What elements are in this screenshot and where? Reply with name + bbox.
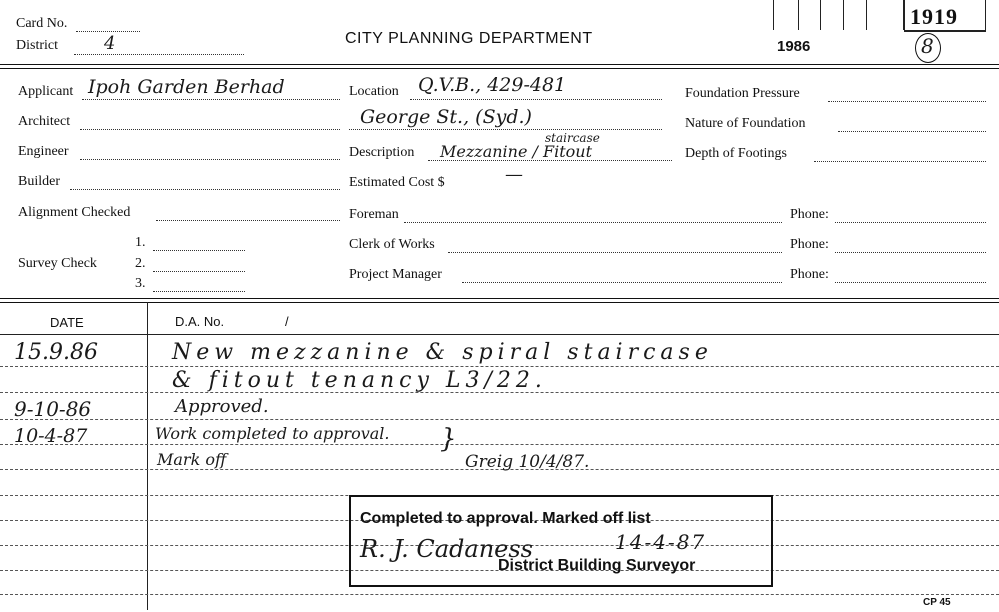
- card-number: 1919: [910, 4, 958, 29]
- builder-line: [70, 189, 340, 190]
- project-manager-label: Project Manager: [349, 267, 442, 282]
- entry-signoff: Greig 10/4/87.: [465, 452, 590, 472]
- stamp-line-2: District Building Surveyor: [498, 557, 696, 574]
- applicant-value: Ipoh Garden Berhad: [88, 76, 285, 98]
- brace: }: [440, 424, 457, 454]
- stamp-line-1: Completed to approval. Marked off list: [360, 510, 651, 527]
- estimated-cost-label: Estimated Cost $: [349, 175, 445, 190]
- foreman-label: Foreman: [349, 207, 399, 222]
- architect-label: Architect: [18, 114, 71, 129]
- description-value: Mezzanine / Fitout: [440, 142, 593, 161]
- entry-text: Work completed to approval.: [155, 424, 390, 443]
- location-line: [410, 99, 662, 100]
- alignment-label: Alignment Checked: [18, 205, 131, 220]
- description-label: Description: [349, 145, 415, 160]
- number-box: [773, 0, 799, 30]
- clerk-label: Clerk of Works: [349, 237, 435, 252]
- applicant-line: [82, 99, 340, 100]
- entry-text: & fitout tenancy L3/22.: [172, 368, 547, 393]
- department-title: CITY PLANNING DEPARTMENT: [345, 30, 593, 47]
- description-insert: staircase: [545, 131, 600, 145]
- table-row-line: [0, 366, 999, 367]
- table-row-line: [0, 444, 999, 445]
- location-line-2: [349, 129, 662, 130]
- location-value-2: George St., (Syd.): [360, 106, 532, 128]
- survey-1: 1.: [135, 235, 146, 250]
- circled-number: 8: [921, 34, 934, 58]
- engineer-label: Engineer: [18, 144, 69, 159]
- da-no-header: D.A. No.: [175, 314, 225, 329]
- form-code: CP 45: [923, 597, 951, 608]
- entry-text: Mark off: [157, 450, 227, 469]
- nature-foundation-line: [838, 131, 986, 132]
- applicant-label: Applicant: [18, 84, 74, 99]
- card-no-line: [76, 31, 140, 32]
- district-line: [74, 54, 244, 55]
- project-manager-line: [462, 282, 782, 283]
- nature-foundation-label: Nature of Foundation: [685, 116, 806, 131]
- stamp-date: 14-4-87: [615, 530, 707, 554]
- foreman-line: [404, 222, 782, 223]
- builder-label: Builder: [18, 174, 60, 189]
- survey-3-line: [153, 291, 245, 292]
- pm-phone-label: Phone:: [790, 267, 829, 282]
- estimated-cost-value: —: [505, 164, 523, 185]
- stamp-signature: R. J. Cadaness: [360, 535, 533, 563]
- engineer-line: [80, 159, 340, 160]
- foundation-pressure-line: [828, 101, 986, 102]
- number-box: [821, 0, 844, 30]
- survey-2-line: [153, 271, 245, 272]
- number-box: [798, 0, 821, 30]
- location-value: Q.V.B., 429-481: [418, 74, 567, 96]
- clerk-phone-label: Phone:: [790, 237, 829, 252]
- district-label: District: [16, 38, 58, 53]
- foundation-pressure-label: Foundation Pressure: [685, 86, 800, 101]
- header-divider: [0, 64, 999, 69]
- entry-text: New mezzanine & spiral staircase: [172, 340, 713, 365]
- survey-1-line: [153, 250, 245, 251]
- clerk-line: [448, 252, 782, 253]
- table-row-line: [0, 419, 999, 420]
- table-header-line: [0, 334, 999, 335]
- entry-text: Approved.: [175, 396, 269, 417]
- date-header: DATE: [50, 315, 84, 330]
- depth-footings-label: Depth of Footings: [685, 146, 787, 161]
- number-box: [844, 0, 867, 30]
- foreman-phone-line: [835, 222, 986, 223]
- alignment-line: [156, 220, 340, 221]
- depth-footings-line: [814, 161, 986, 162]
- location-label: Location: [349, 84, 399, 99]
- year: 1986: [777, 38, 811, 55]
- entry-date: 9-10-86: [14, 397, 92, 421]
- survey-3: 3.: [135, 276, 146, 291]
- number-box: [867, 0, 904, 30]
- entry-date: 15.9.86: [14, 340, 98, 365]
- architect-line: [80, 129, 340, 130]
- survey-2: 2.: [135, 256, 146, 271]
- date-column-divider: [147, 302, 148, 610]
- clerk-phone-line: [835, 252, 986, 253]
- da-no-slash: /: [285, 314, 289, 329]
- card-no-label: Card No.: [16, 16, 68, 31]
- entry-date: 10-4-87: [14, 425, 88, 447]
- district-value: 4: [104, 33, 116, 54]
- foreman-phone-label: Phone:: [790, 207, 829, 222]
- pm-phone-line: [835, 282, 986, 283]
- table-row-line: [0, 594, 999, 595]
- survey-check-label: Survey Check: [18, 256, 97, 271]
- fields-divider: [0, 298, 999, 303]
